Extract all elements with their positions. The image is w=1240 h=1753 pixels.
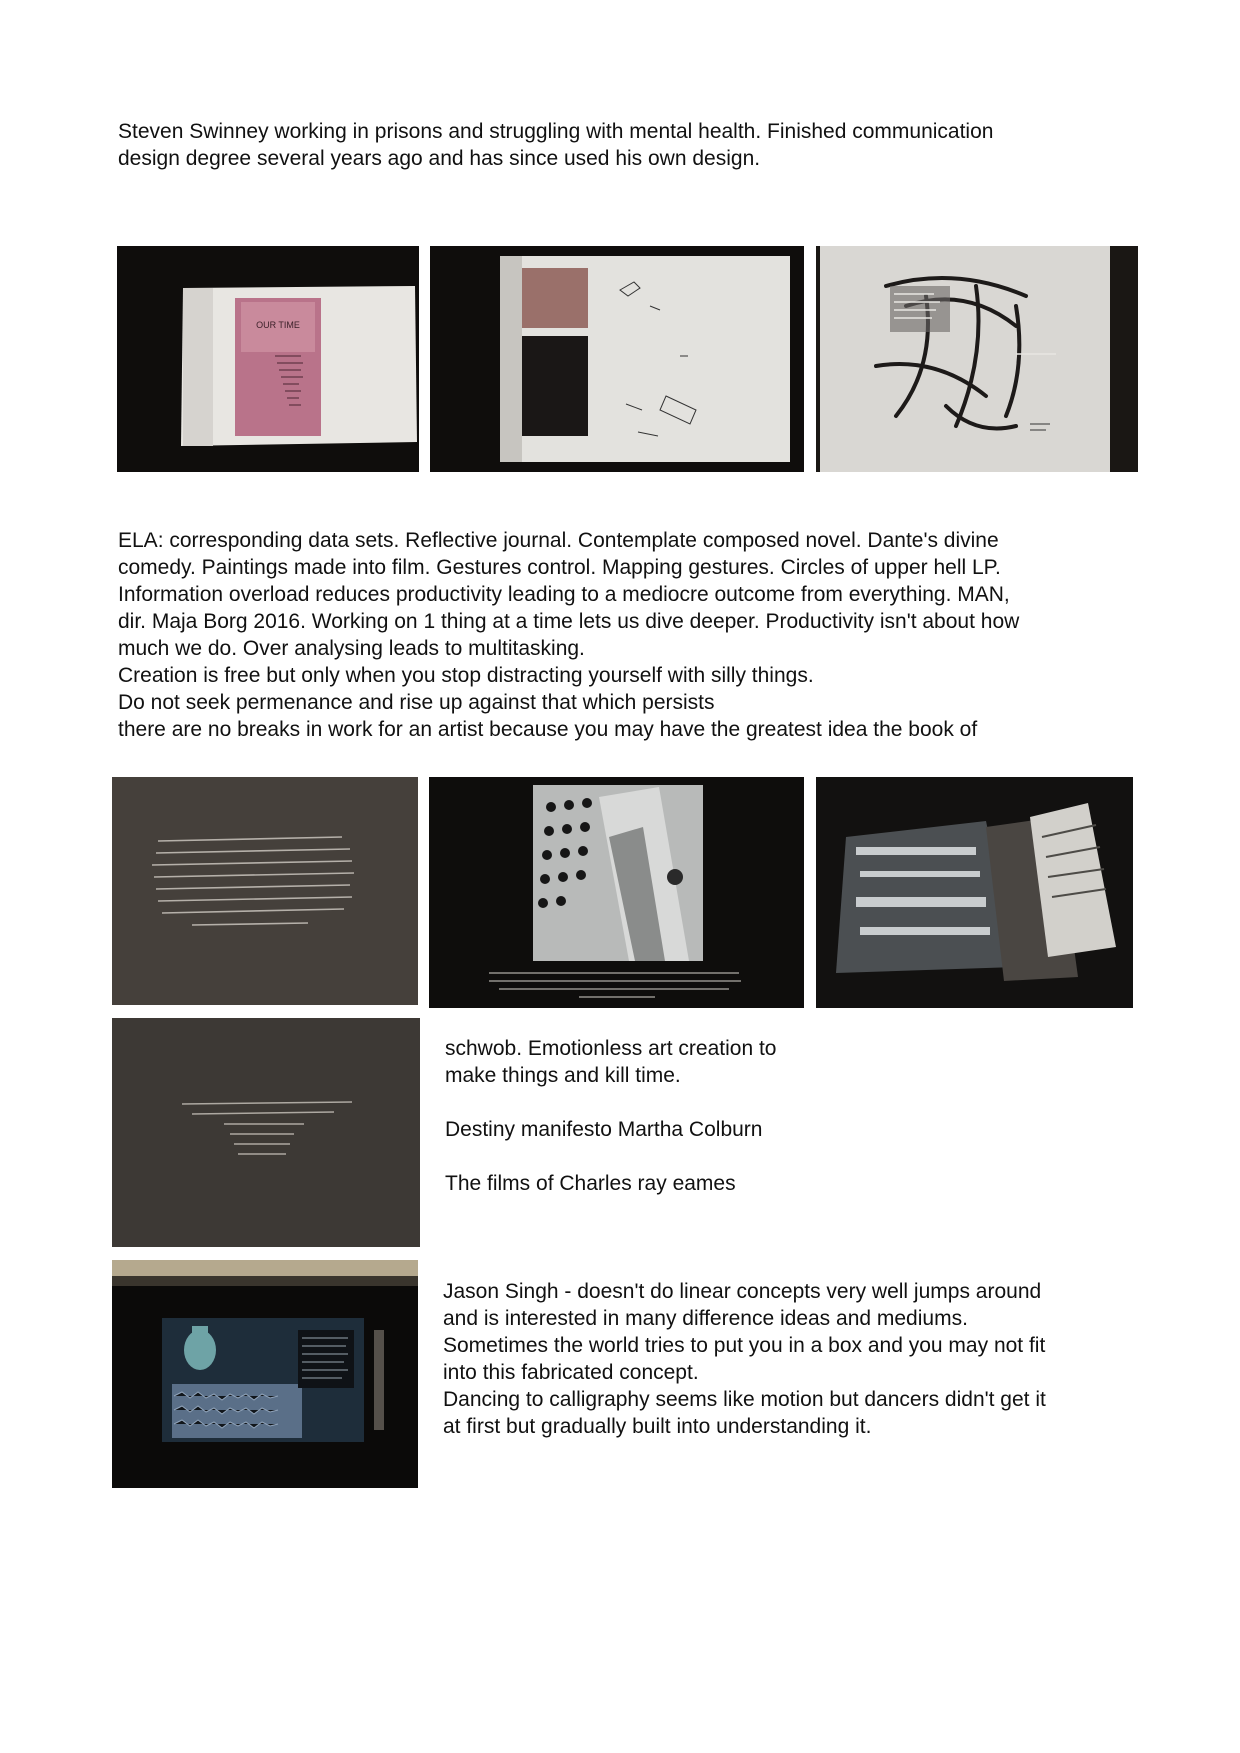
our-time-title: OUR TIME bbox=[256, 320, 300, 330]
jason-line: into this fabricated concept. bbox=[443, 1361, 699, 1384]
ela-line: there are no breaks in work for an artist because you may have the greatest idea the book of bbox=[118, 718, 978, 741]
schwob-line: schwob. Emotionless art creation to bbox=[445, 1037, 777, 1060]
jason-line: Sometimes the world tries to put you in a box and you may not fit bbox=[443, 1334, 1046, 1357]
photo-text-slide-technological bbox=[112, 1018, 420, 1247]
ela-line: Do not seek permenance and rise up against that which persists bbox=[118, 691, 715, 714]
ela-paragraph bbox=[118, 527, 1128, 743]
intro-paragraph bbox=[118, 118, 1118, 172]
ela-line: much we do. Over analysing leads to multitasking. bbox=[118, 637, 585, 660]
intro-line: design degree several years ago and has since used his own design. bbox=[118, 147, 761, 170]
jason-line: at first but gradually built into understanding it. bbox=[443, 1415, 872, 1438]
intro-line: Steven Swinney working in prisons and struggling with mental health. Finished communication bbox=[118, 120, 994, 143]
schwob-line: make things and kill time. bbox=[445, 1064, 681, 1087]
photo-modular-synth-closeup bbox=[429, 777, 804, 1008]
ela-line: dir. Maja Borg 2016. Working on 1 thing at a time lets us dive deeper. Productivity isn't about how bbox=[118, 610, 1020, 633]
ela-line: Creation is free but only when you stop distracting yourself with silly things. bbox=[118, 664, 814, 687]
ela-line: comedy. Paintings made into film. Gestures control. Mapping gestures. Circles of upper hell LP. bbox=[118, 556, 1001, 579]
ela-line: ELA: corresponding data sets. Reflective journal. Contemplate composed novel. Dante's divine bbox=[118, 529, 999, 552]
schwob-notes bbox=[445, 1035, 865, 1197]
jason-singh-notes bbox=[443, 1278, 1143, 1440]
jason-line: Jason Singh - doesn't do linear concepts very well jumps around bbox=[443, 1280, 1042, 1303]
jason-line: and is interested in many difference ideas and mediums. bbox=[443, 1307, 968, 1330]
photo-jason-singh-screen bbox=[112, 1260, 418, 1488]
ela-line: Information overload reduces productivity leading to a mediocre outcome from everything. MAN, bbox=[118, 583, 1010, 606]
photo-gesture-slide bbox=[430, 246, 804, 472]
photo-synth-patch-cables bbox=[816, 777, 1133, 1008]
photo-text-slide-multitasking bbox=[112, 777, 418, 1005]
eames-films-line: The films of Charles ray eames bbox=[445, 1172, 736, 1195]
jason-line: Dancing to calligraphy seems like motion but dancers didn't get it bbox=[443, 1388, 1046, 1411]
destiny-manifesto-line: Destiny manifesto Martha Colburn bbox=[445, 1118, 763, 1141]
photo-our-time-slide bbox=[117, 246, 419, 472]
photo-brush-strokes-slide bbox=[816, 246, 1138, 472]
